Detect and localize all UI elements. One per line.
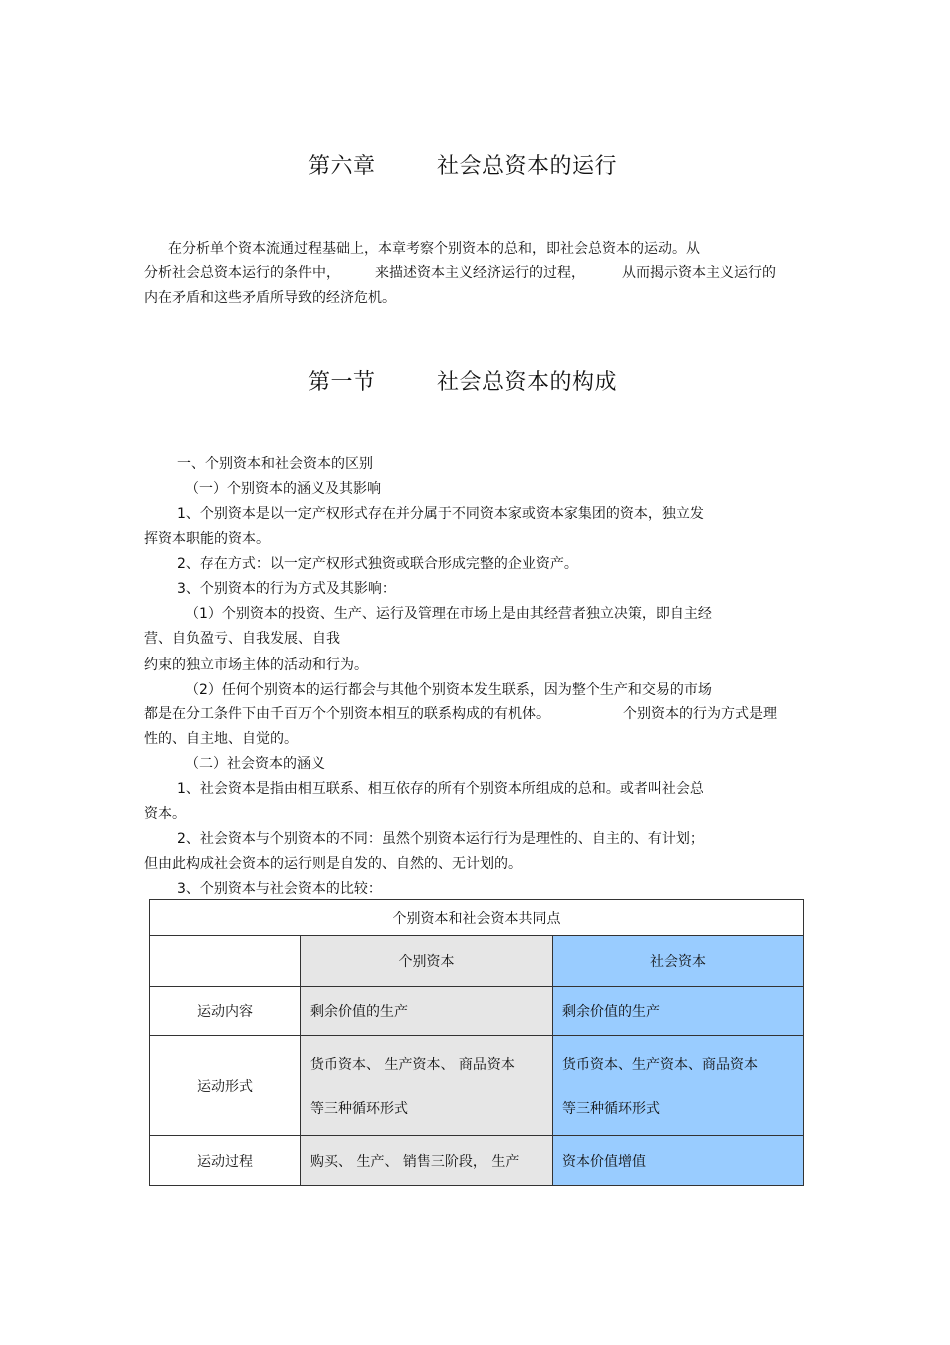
- section-title: 社会总资本的构成: [437, 370, 618, 395]
- body-line: 2、社会资本与个别资本的不同：虽然个别资本运行行为是理性的、自主的、有计划；: [177, 831, 704, 847]
- intro-line: 内在矛盾和这些矛盾所导致的经济危机。: [144, 290, 396, 306]
- table-header-social: 社会资本: [553, 936, 804, 987]
- body-line: 1、个别资本是以一定产权形式存在并分属于不同资本家或资本家集团的资本，独立发: [177, 506, 704, 522]
- table-row: [150, 1036, 804, 1136]
- comparison-table: [149, 899, 804, 1186]
- section-number: 第一节: [308, 370, 376, 395]
- heading-level1: 一、个别资本和社会资本的区别: [177, 456, 373, 472]
- row-label: 运动形式: [150, 1036, 301, 1136]
- cell-social: [553, 1036, 804, 1136]
- body-line: 个别资本的行为方式是理: [623, 706, 777, 722]
- body-line: 3、个别资本与社会资本的比较：: [177, 881, 382, 897]
- body-line: 约束的独立市场主体的活动和行为。: [144, 657, 368, 673]
- body-line: （1）个别资本的投资、生产、运行及管理在市场上是由其经营者独立决策，即自主经: [185, 606, 712, 622]
- heading-level2: （一）个别资本的涵义及其影响: [185, 481, 381, 497]
- table-caption-row: [150, 900, 804, 936]
- intro-line: 分析社会总资本运行的条件中，: [144, 265, 340, 281]
- cell-individual: [301, 1036, 553, 1136]
- table-row: [150, 1136, 804, 1186]
- table-row: [150, 987, 804, 1036]
- table-caption: 个别资本和社会资本共同点: [150, 900, 804, 936]
- cell-line: 货币资本、生产资本、商品资本: [562, 1056, 758, 1073]
- table-header-individual: 个别资本: [301, 936, 553, 987]
- cell-line: 货币资本、 生产资本、 商品资本: [310, 1056, 515, 1073]
- body-line: 挥资本职能的资本。: [144, 531, 270, 547]
- cell-line: 等三种循环形式: [310, 1100, 408, 1117]
- heading-level2: （二）社会资本的涵义: [185, 756, 325, 772]
- cell-social: 剩余价值的生产: [553, 987, 804, 1036]
- body-line: 都是在分工条件下由千百万个个别资本相互的联系构成的有机体。: [144, 706, 550, 722]
- body-line: 资本。: [144, 806, 186, 822]
- table-header-row: [150, 936, 804, 987]
- body-line: 但由此构成社会资本的运行则是自发的、自然的、无计划的。: [144, 856, 522, 872]
- body-line: 性的、自主地、自觉的。: [144, 731, 298, 747]
- row-label: 运动内容: [150, 987, 301, 1036]
- body-line: 1、社会资本是指由相互联系、相互依存的所有个别资本所组成的总和。或者叫社会总: [177, 781, 704, 797]
- intro-line: 来描述资本主义经济运行的过程，: [375, 265, 585, 281]
- row-label: 运动过程: [150, 1136, 301, 1186]
- body-line: 营、自负盈亏、自我发展、自我: [144, 631, 340, 647]
- intro-line: 在分析单个资本流通过程基础上，本章考察个别资本的总和，即社会总资本的运动。从: [168, 241, 700, 257]
- cell-line: 等三种循环形式: [562, 1100, 660, 1117]
- intro-line: 从而揭示资本主义运行的: [622, 265, 776, 281]
- cell-individual: 购买、 生产、 销售三阶段， 生产: [301, 1136, 553, 1186]
- body-line: （2）任何个别资本的运行都会与其他个别资本发生联系，因为整个生产和交易的市场: [185, 682, 712, 698]
- cell-individual: 剩余价值的生产: [301, 987, 553, 1036]
- cell-social: 资本价值增值: [553, 1136, 804, 1186]
- chapter-title: 社会总资本的运行: [437, 154, 618, 179]
- chapter-number: 第六章: [308, 154, 376, 179]
- table-corner-cell: [150, 936, 301, 987]
- body-line: 2、存在方式：以一定产权形式独资或联合形成完整的企业资产。: [177, 556, 578, 572]
- body-line: 3、个别资本的行为方式及其影响：: [177, 581, 396, 597]
